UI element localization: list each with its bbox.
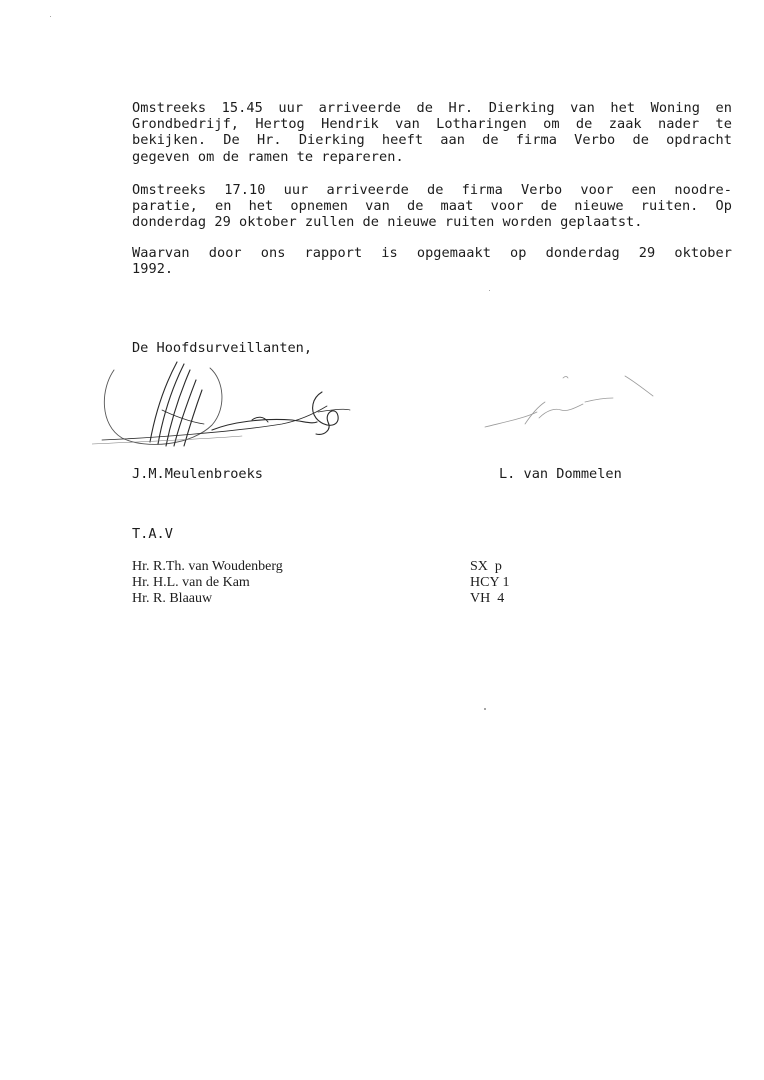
- signatory-left-name: J.M.Meulenbroeks: [132, 466, 263, 482]
- paragraph-line: bekijken. De Hr. Dierking heeft aan de firma Verbo de opdracht: [132, 132, 732, 149]
- signatory-right-name: L. van Dommelen: [499, 466, 622, 482]
- recipient-code: VH 4: [470, 591, 505, 606]
- tav-heading: T.A.V: [132, 526, 173, 542]
- paragraph-line: Grondbedrijf, Hertog Hendrik van Lotharingen om de zaak nader te: [132, 116, 732, 133]
- signature-left-image: [92, 350, 352, 460]
- paragraph-line: Waarvan door ons rapport is opgemaakt op donderdag 29 oktober: [132, 245, 732, 261]
- recipient-code: SX p: [470, 559, 502, 574]
- recipient-name: Hr. R.Th. van Woudenberg: [132, 559, 283, 574]
- paragraph-report-statement: [132, 245, 732, 277]
- paragraph-line: gegeven om de ramen te repareren.: [132, 148, 404, 165]
- signature-right-image: [475, 372, 675, 442]
- paragraph-arrival-verbo: [132, 182, 732, 231]
- paragraph-arrival-dierking: [132, 100, 732, 165]
- scan-speck: [484, 708, 486, 710]
- paragraph-line: 1992.: [132, 261, 174, 278]
- scan-speck: [50, 16, 51, 17]
- recipient-name: Hr. H.L. van de Kam: [132, 575, 250, 590]
- paragraph-line: paratie, en het opnemen van de maat voor de nieuwe ruiten. Op: [132, 198, 732, 215]
- paragraph-line: donderdag 29 oktober zullen de nieuwe ruiten worden geplaatst.: [132, 214, 643, 231]
- closing-salutation: De Hoofdsurveillanten,: [132, 340, 313, 356]
- paragraph-line: Omstreeks 15.45 uur arriveerde de Hr. Dierking van het Woning en: [132, 100, 732, 116]
- recipient-name: Hr. R. Blaauw: [132, 591, 213, 606]
- paragraph-line: Omstreeks 17.10 uur arriveerde de firma Verbo voor een noodre-: [132, 182, 732, 198]
- recipient-code: HCY 1: [470, 575, 510, 590]
- scan-speck: [489, 290, 490, 291]
